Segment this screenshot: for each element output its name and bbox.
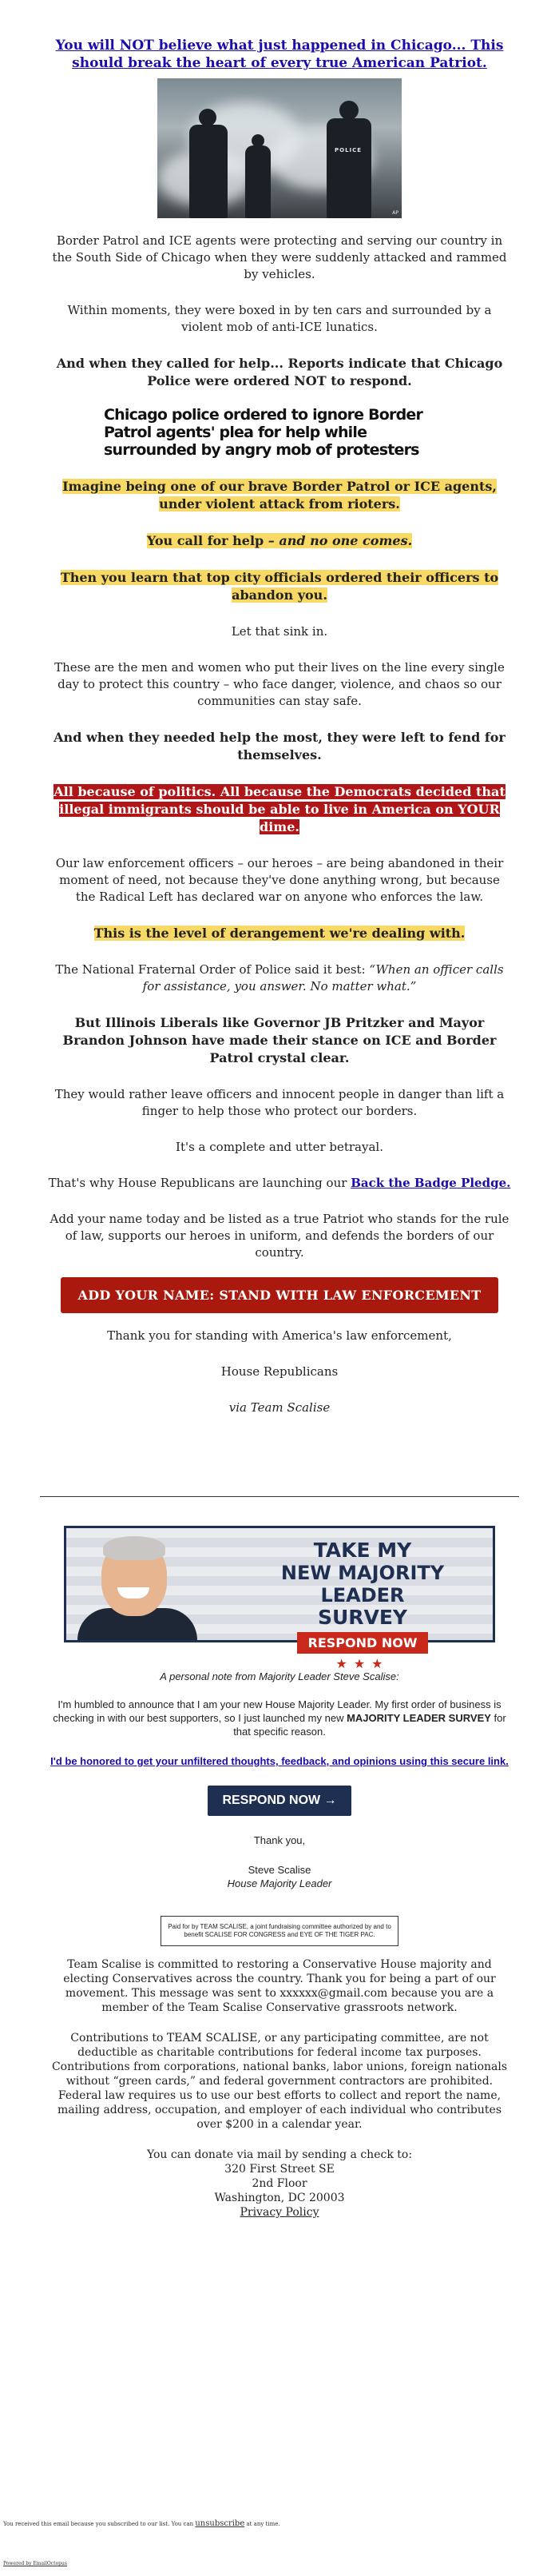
- survey-name: Steve Scalise: [248, 1864, 311, 1876]
- cta-row: [48, 1277, 511, 1313]
- paragraph-quote: [48, 962, 511, 995]
- closing-via: via Team Scalise: [228, 1400, 331, 1415]
- highlight-text-italic: – and no one comes.: [264, 533, 413, 548]
- photo-credit: AP: [392, 210, 398, 216]
- banner-line3: SURVEY: [317, 1606, 408, 1629]
- note-text-bold: MAJORITY LEADER SURVEY: [347, 1712, 491, 1724]
- powered-by-link[interactable]: Powered by EmailOctopus: [3, 2561, 67, 2566]
- address-line: 2nd Floor: [252, 2177, 307, 2190]
- note-text-part: for that specific reason.: [233, 1712, 506, 1738]
- survey-title: House Majority Leader: [227, 1877, 332, 1889]
- scalise-portrait: [77, 1531, 197, 1640]
- paragraph: It's a complete and utter betrayal.: [176, 1140, 383, 1154]
- mail-intro: You can donate via mail by sending a check to:: [146, 2148, 413, 2161]
- note-text: [48, 1698, 511, 1738]
- paragraph: They would rather leave officers and innocent people in danger than lift a finger to help those who protect our borders.: [54, 1087, 505, 1118]
- unsubscribe-link[interactable]: unsubscribe: [195, 2519, 245, 2528]
- highlight-text: Then you learn that top city officials ordered their officers to abandon you.: [60, 570, 499, 603]
- footer-disclaimer: Contributions to TEAM SCALISE, or any participating committee, are not deductible as charitable contributions for federal income tax purposes. Contributions from corporations, national banks, labor unions, foreign nationals without “green cards,” and federal government contractors are prohibited. Federal law requires us to use our best efforts to collect and report the name, mailing address, occupation, and employer of each individual who contributes over $200 in a calendar year.: [51, 2032, 508, 2131]
- survey-banner[interactable]: [64, 1526, 495, 1671]
- quote-intro: The National Fraternal Order of Police said it best:: [55, 962, 370, 977]
- highlight-text: You call for help: [146, 533, 264, 548]
- paragraph-highlight: [48, 532, 511, 550]
- privacy-policy-link[interactable]: Privacy Policy: [240, 2206, 319, 2219]
- survey-thanks: Thank you,: [253, 1834, 306, 1846]
- address-line: 320 First Street SE: [224, 2163, 335, 2176]
- respond-row: [48, 1786, 511, 1816]
- back-the-badge-link[interactable]: Back the Badge Pledge.: [351, 1176, 511, 1190]
- note-title: A personal note from Majority Leader Steve Scalise:: [160, 1670, 399, 1682]
- red-highlight-text: All because of politics. All because the Democrats decided that illegal immigrants should be able to live in America on YOUR dime.: [54, 784, 505, 834]
- paragraph-pledge: [48, 1175, 511, 1192]
- news-headline-clip: Chicago police ordered to ignore Border Patrol agents' plea for help while surrounded by angry mob of protesters: [104, 406, 423, 459]
- survey-secure-link[interactable]: I'd be honored to get your unfiltered thoughts, feedback, and opinions using this secure link.: [50, 1755, 509, 1767]
- survey-section: [48, 1670, 511, 2220]
- mail-address: [48, 2148, 511, 2220]
- closing-thanks: Thank you for standing with America's law enforcement,: [107, 1328, 452, 1343]
- paragraph: These are the men and women who put their lives on the line every single day to protect this country – who face danger, violence, and chaos so our communities can stay safe.: [54, 660, 505, 708]
- paragraph-bold: And when they needed help the most, they were left to fend for themselves.: [54, 730, 505, 762]
- subscription-note: [3, 2519, 280, 2528]
- closing-signature: House Republicans: [220, 1364, 339, 1379]
- paragraph-highlight: [48, 478, 511, 513]
- paragraph-bold: But Illinois Liberals like Governor JB Pritzker and Mayor Brandon Johnson have made their stance on ICE and Border Patrol crystal clear.: [62, 1015, 497, 1065]
- banner-line1: TAKE MY: [313, 1539, 412, 1562]
- highlight-text: This is the level of derangement we're dealing with.: [93, 926, 466, 941]
- email-body: [48, 37, 511, 1416]
- hero-photo: [157, 78, 402, 218]
- paragraph-highlight: [48, 925, 511, 942]
- banner-line2: NEW MAJORITY LEADER: [280, 1562, 445, 1607]
- paragraph: Let that sink in.: [231, 624, 328, 639]
- paragraph: Our law enforcement officers – our heroes – are being abandoned in their moment of need, not because they've done anything wrong, but because the Radical Left has declared war on anyone who enforces the law.: [55, 856, 504, 904]
- respond-now-button[interactable]: RESPOND NOW →: [208, 1786, 351, 1816]
- highlight-text: Imagine being one of our brave Border Patrol or ICE agents, under violent attack from rioters.: [62, 479, 497, 512]
- paragraph-highlight: [48, 569, 511, 604]
- police-badge-text: POLICE: [335, 147, 363, 153]
- pledge-intro: That's why House Republicans are launching our: [48, 1176, 351, 1190]
- quote-text: “When an officer calls for assistance, you answer. No matter what.”: [142, 962, 504, 993]
- banner-respond-button[interactable]: RESPOND NOW: [297, 1632, 429, 1654]
- section-divider: [40, 1496, 519, 1497]
- note-text-part: I'm humbled to announce that I am your new House Majority Leader. My first order of business is checking in with our best supporters, so I just launched my new: [53, 1698, 502, 1724]
- subscription-note-text: You received this email because you subscribed to our list. You can: [3, 2521, 196, 2527]
- headline: [48, 37, 511, 72]
- subscription-note-text: at any time.: [244, 2521, 280, 2527]
- footer-about: Team Scalise is committed to restoring a Conservative House majority and electing Conservatives across the country. Thank you for being a part of our movement. This message was sent to xxxxxx@gmail.com because you are a member of the Team Scalise Conservative grassroots network.: [63, 1958, 496, 2014]
- paragraph: Add your name today and be listed as a true Patriot who stands for the rule of law, supports our heroes in uniform, and defends the borders of our country.: [50, 1212, 509, 1260]
- survey-link-row: [48, 1753, 511, 1768]
- paid-for-box: Paid for by TEAM SCALISE, a joint fundraising committee authorized by and to benefit SCALISE FOR CONGRESS and EYE OF THE TIGER PAC.: [161, 1916, 398, 1946]
- paragraph: Within moments, they were boxed in by ten cars and surrounded by a violent mob of anti-ICE lunatics.: [67, 303, 492, 334]
- headline-link[interactable]: You will NOT believe what just happened in Chicago... This should break the heart of every true American Patriot.: [55, 38, 504, 71]
- star-icons: ★★★: [335, 1656, 390, 1671]
- paragraph-bold: And when they called for help... Reports indicate that Chicago Police were ordered NOT to respond.: [56, 356, 503, 388]
- paragraph-red-highlight: [48, 783, 511, 836]
- add-your-name-button[interactable]: ADD YOUR NAME: STAND WITH LAW ENFORCEMENT: [61, 1277, 499, 1313]
- address-line: Washington, DC 20003: [214, 2192, 345, 2204]
- paragraph: Border Patrol and ICE agents were protecting and serving our country in the South Side of Chicago when they were suddenly attacked and rammed by vehicles.: [52, 233, 507, 281]
